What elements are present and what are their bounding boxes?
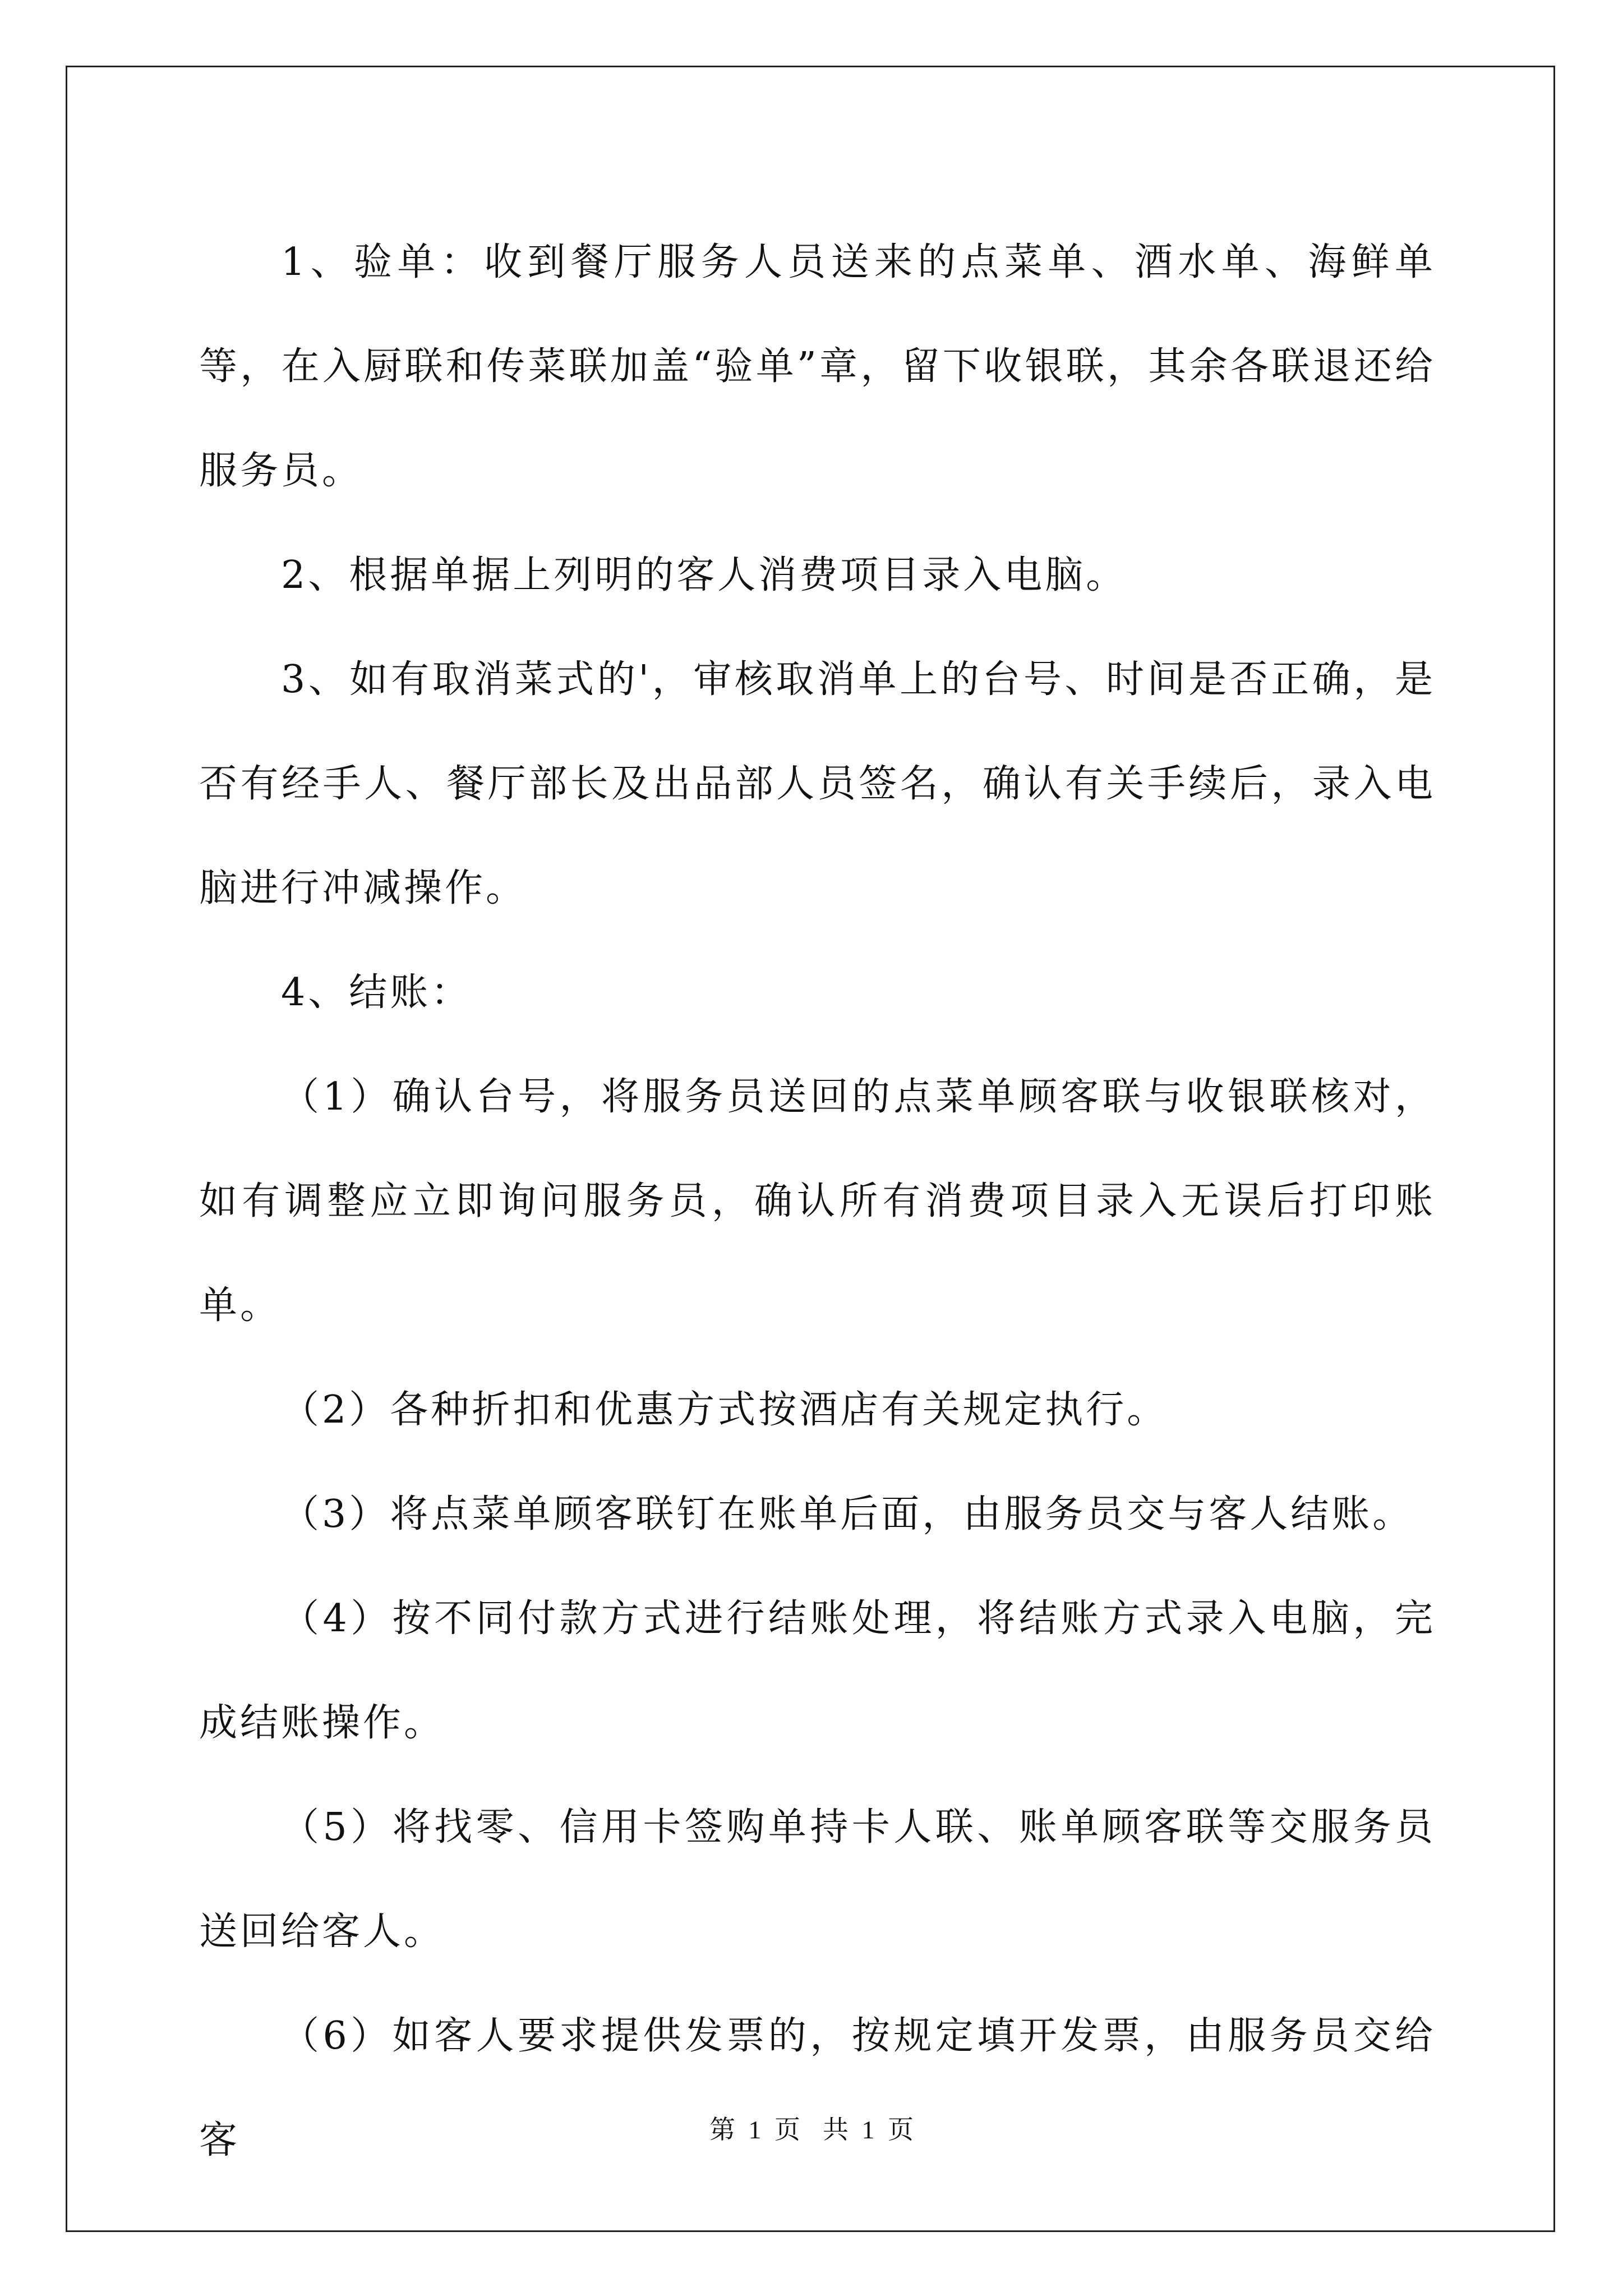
paragraph-6: （2）各种折扣和优惠方式按酒店有关规定执行。: [281, 1388, 1168, 1432]
paragraph-10: （6）如客人要求提供发票的，按规定填开发票，由服务员交给客: [199, 2014, 1436, 2162]
paragraph-4: 4、结账：: [281, 970, 472, 1015]
paragraph-3: 3、如有取消菜式的'，审核取消单上的台号、时间是否正确，是否有经手人、餐厅部长及出品部人员签名，确认有关手续后，录入电脑进行冲减操作。: [199, 657, 1436, 910]
paragraph-5: （1）确认台号，将服务员送回的点菜单顾客联与收银联核对，如有调整应立即询问服务员，确认所有消费项目录入无误后打印账单。: [199, 1075, 1436, 1328]
page-number: 第 1 页: [709, 2115, 800, 2144]
paragraph-1: 1、验单：收到餐厅服务人员送来的点菜单、酒水单、海鲜单等，在入厨联和传菜联加盖“验单”章，留下收银联，其余各联退还给服务员。: [199, 240, 1436, 493]
paragraph-9: （5）将找零、信用卡签购单持卡人联、账单顾客联等交服务员送回给客人。: [199, 1805, 1436, 1954]
paragraph-2: 2、根据单据上列明的客人消费项目录入电脑。: [281, 553, 1127, 597]
page-footer: [0, 2109, 1623, 2146]
total-pages: 共 1 页: [823, 2115, 914, 2144]
paragraph-7: （3）将点菜单顾客联钉在账单后面，由服务员交与客人结账。: [281, 1492, 1414, 1536]
document-body: [199, 210, 1436, 2193]
paragraph-8: （4）按不同付款方式进行结账处理，将结账方式录入电脑，完成结账操作。: [199, 1596, 1436, 1745]
